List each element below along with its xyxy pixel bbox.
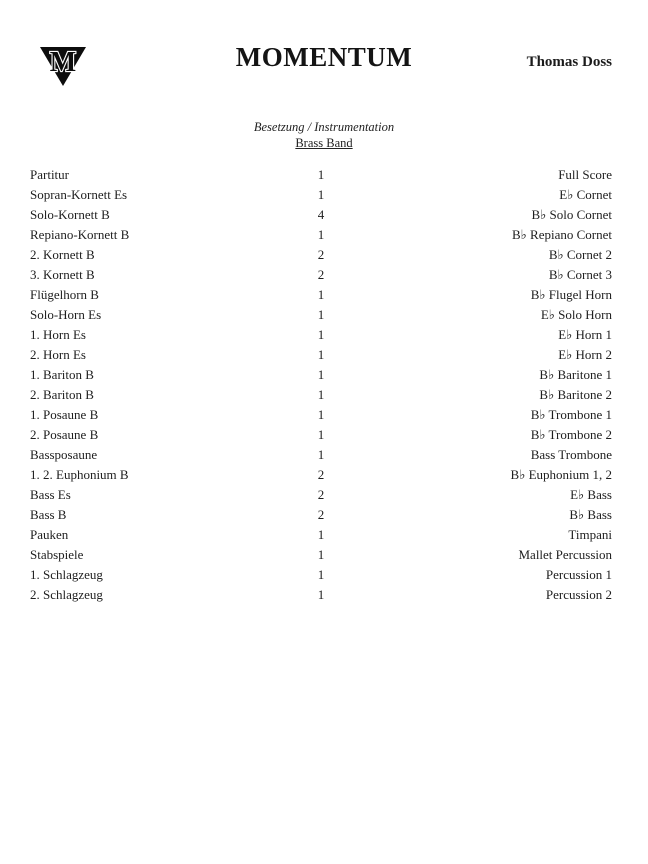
instrument-name-english: B♭ Cornet 2 [548, 247, 612, 262]
instrument-name-german: Stabspiele [30, 547, 84, 562]
instrument-name-german: Pauken [30, 527, 69, 542]
instrument-name-english: Full Score [558, 167, 612, 182]
instrument-row [30, 185, 612, 205]
instrument-name-german: 2. Posaune B [30, 427, 99, 442]
instrument-quantity: 1 [317, 187, 325, 202]
instrument-name-english: B♭ Trombone 1 [530, 407, 612, 422]
instrument-quantity: 1 [317, 427, 325, 442]
instrument-row [30, 425, 612, 445]
instrument-quantity: 2 [317, 467, 325, 482]
instrument-row [30, 485, 612, 505]
instrument-name-english: B♭ Repiano Cornet [511, 227, 612, 242]
instrument-name-german: 1. Horn Es [30, 327, 86, 342]
instrument-name-german: Flügelhorn B [30, 287, 99, 302]
instrument-name-english: B♭ Baritone 1 [539, 367, 612, 382]
instrument-row [30, 285, 612, 305]
instrument-name-english: E♭ Bass [570, 487, 612, 502]
instrument-row [30, 585, 612, 605]
instrument-name-german: 2. Schlagzeug [30, 587, 103, 602]
instrument-name-english: Percussion 1 [545, 567, 612, 582]
instrument-quantity: 1 [317, 407, 325, 422]
instrument-row [30, 565, 612, 585]
instrument-name-german: 1. Posaune B [30, 407, 99, 422]
instrument-name-german: 1. Schlagzeug [30, 567, 103, 582]
logo-letter: M [49, 47, 77, 78]
instrument-row [30, 365, 612, 385]
instrument-quantity: 2 [317, 487, 325, 502]
instrument-row [30, 545, 612, 565]
instrument-name-german: Solo-Kornett B [30, 207, 110, 222]
instrument-quantity: 1 [317, 347, 325, 362]
instrument-row [30, 445, 612, 465]
instrument-name-english: B♭ Euphonium 1, 2 [510, 467, 612, 482]
instrument-quantity: 1 [317, 327, 325, 342]
instrumentation-heading [0, 120, 648, 151]
instrument-name-german: Bassposaune [30, 447, 98, 462]
instrument-name-english: Bass Trombone [530, 447, 612, 462]
instrument-name-english: B♭ Solo Cornet [531, 207, 612, 222]
instrument-row [30, 465, 612, 485]
instrument-quantity: 1 [317, 227, 325, 242]
instrument-name-german: Repiano-Kornett B [30, 227, 130, 242]
instrument-name-english: E♭ Horn 2 [558, 347, 612, 362]
composer-name: Thomas Doss [526, 54, 612, 70]
instrument-quantity: 1 [317, 367, 325, 382]
instrument-quantity: 4 [317, 207, 325, 222]
instrument-quantity: 1 [317, 447, 325, 462]
instrument-quantity: 1 [317, 387, 325, 402]
instrument-name-english: B♭ Bass [569, 507, 612, 522]
instrument-name-german: 3. Kornett B [30, 267, 95, 282]
instrument-name-english: Mallet Percussion [518, 547, 612, 562]
instrument-row [30, 225, 612, 245]
instrument-row [30, 305, 612, 325]
instrumentation-table [30, 165, 612, 605]
instrument-row [30, 205, 612, 225]
instrument-name-english: B♭ Trombone 2 [530, 427, 612, 442]
instrument-name-german: Bass Es [30, 487, 71, 502]
instrument-row [30, 505, 612, 525]
instrument-row [30, 525, 612, 545]
instrument-name-german: 2. Bariton B [30, 387, 94, 402]
instrument-row [30, 325, 612, 345]
instrument-name-german: 1. 2. Euphonium B [30, 467, 129, 482]
instrument-row [30, 345, 612, 365]
instrument-row [30, 405, 612, 425]
instrument-name-german: 2. Horn Es [30, 347, 86, 362]
instrument-name-english: E♭ Cornet [559, 187, 612, 202]
instrument-quantity: 2 [317, 507, 325, 522]
instrument-quantity: 2 [317, 267, 325, 282]
instrument-row [30, 165, 612, 185]
instrument-row [30, 265, 612, 285]
instrument-quantity: 1 [317, 287, 325, 302]
instrument-name-german: 1. Bariton B [30, 367, 94, 382]
instrument-name-german: Bass B [30, 507, 67, 522]
instrument-name-german: Sopran-Kornett Es [30, 187, 128, 202]
instrument-name-german: 2. Kornett B [30, 247, 95, 262]
instrument-quantity: 1 [317, 587, 325, 602]
instrument-quantity: 1 [317, 307, 325, 322]
instrument-name-english: Percussion 2 [545, 587, 612, 602]
instrument-quantity: 1 [317, 167, 325, 182]
instrument-quantity: 2 [317, 247, 325, 262]
instrument-row [30, 245, 612, 265]
instrument-name-german: Solo-Horn Es [30, 307, 102, 322]
instrumentation-heading-label: Besetzung / Instrumentation [253, 120, 395, 134]
instrument-quantity: 1 [317, 567, 325, 582]
instrument-name-german: Partitur [30, 167, 69, 182]
instrument-quantity: 1 [317, 527, 325, 542]
ensemble-type [0, 136, 648, 151]
instrument-name-english: E♭ Solo Horn [540, 307, 612, 322]
instrument-name-english: B♭ Baritone 2 [539, 387, 612, 402]
instrument-name-english: Timpani [568, 527, 612, 542]
ensemble-type-label: Brass Band [295, 136, 353, 150]
instrument-row [30, 385, 612, 405]
instrument-name-english: B♭ Flugel Horn [530, 287, 612, 302]
instrument-name-english: B♭ Cornet 3 [548, 267, 612, 282]
instrument-quantity: 1 [317, 547, 325, 562]
instrument-name-english: E♭ Horn 1 [558, 327, 612, 342]
page-title: MOMENTUM [235, 42, 413, 72]
